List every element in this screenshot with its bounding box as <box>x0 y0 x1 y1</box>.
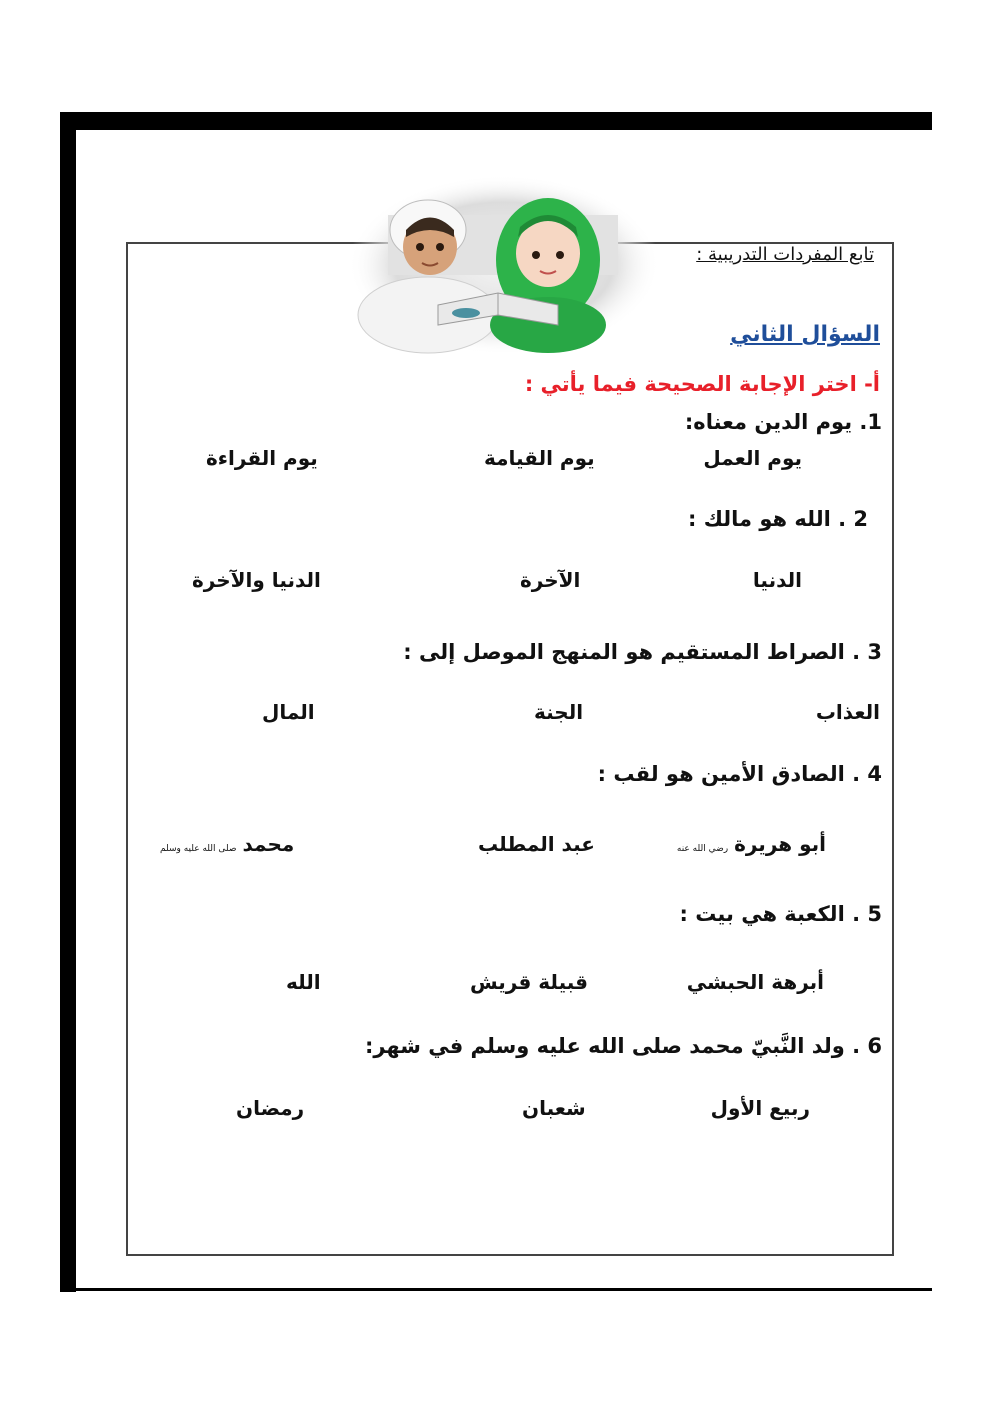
section-title: السؤال الثاني <box>730 322 880 347</box>
question-5: 5 . الكعبة هي بيت : <box>679 902 882 926</box>
instruction: أ- اختر الإجابة الصحيحة فيما يأتي : <box>524 372 880 396</box>
q5-option-2[interactable]: قبيلة قريش <box>470 970 588 994</box>
question-4: 4 . الصادق الأمين هو لقب : <box>597 762 882 786</box>
children-reading-illustration <box>348 175 660 355</box>
q5-option-1[interactable]: أبرهة الحبشي <box>686 970 824 994</box>
q6-option-1[interactable]: ربيع الأول <box>710 1096 810 1120</box>
q4-option-1-honorific: رضي الله عنه <box>676 844 729 854</box>
q1-option-1[interactable]: يوم العمل <box>703 446 802 470</box>
q2-option-1[interactable]: الدنيا <box>752 568 802 592</box>
q1-option-3[interactable]: يوم القراءة <box>206 446 318 470</box>
q2-option-3[interactable]: الدنيا والآخرة <box>192 568 321 592</box>
q3-option-2[interactable]: الجنة <box>534 700 584 724</box>
q3-option-3[interactable]: المال <box>262 700 315 724</box>
frame-top-border <box>60 112 932 130</box>
q4-option-3-label: محمد <box>242 832 295 856</box>
question-2: 2 . الله هو مالك : <box>688 507 868 531</box>
q2-option-2[interactable]: الآخرة <box>520 568 581 592</box>
question-1: 1. يوم الدين معناه: <box>684 410 882 434</box>
question-3: 3 . الصراط المستقيم هو المنهج الموصل إلى : <box>403 640 882 664</box>
q5-option-3[interactable]: الله <box>286 970 321 994</box>
q4-option-2[interactable]: عبد المطلب <box>478 832 595 856</box>
q1-option-2[interactable]: يوم القيامة <box>484 446 595 470</box>
q6-option-3[interactable]: رمضان <box>236 1096 305 1120</box>
q4-option-1-label: أبو هريرة <box>734 832 826 856</box>
q6-option-2[interactable]: شعبان <box>522 1096 586 1120</box>
q4-option-1[interactable] <box>677 832 826 856</box>
question-6: 6 . ولد النَّبيّ محمد صلى الله عليه وسلم في شهر: <box>364 1034 882 1058</box>
q4-option-3[interactable] <box>160 832 294 856</box>
frame-bottom-border <box>60 1288 932 1291</box>
frame-left-border <box>60 112 76 1292</box>
q4-option-3-honorific: صلى الله عليه وسلم <box>160 844 237 854</box>
q3-option-1[interactable]: العذاب <box>815 700 880 724</box>
worksheet-header: تابع المفردات التدريبية : <box>696 244 874 265</box>
